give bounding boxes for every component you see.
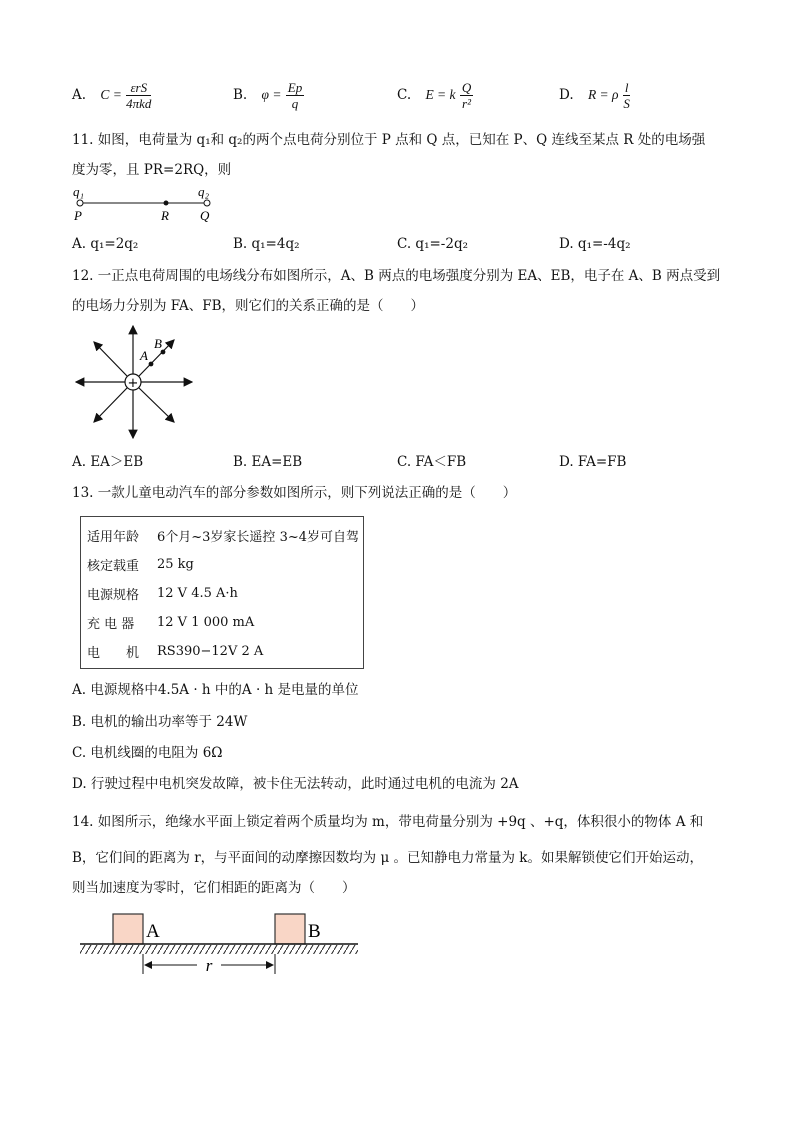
- table-row: [81, 637, 364, 669]
- denominator: r²: [462, 96, 472, 111]
- numerator: Q: [461, 80, 472, 95]
- q11-option-a: A. q₁=2q₂: [72, 236, 139, 252]
- q12-option-b: B. EA=EB: [233, 454, 303, 470]
- param-value: RS390−12V 2 A: [157, 644, 264, 659]
- q14-figure: [76, 910, 362, 980]
- q12-stem-line1: 12. 一正点电荷周围的电场线分布如图所示，A、B 两点的电场强度分别为 EA、EB，电子在 A、B 两点受到: [72, 268, 721, 284]
- fraction: [623, 80, 631, 111]
- block-b-label: B: [308, 921, 321, 942]
- param-value: 25 kg: [157, 557, 194, 572]
- ground-hatch: [80, 945, 358, 954]
- fraction: [126, 80, 151, 111]
- q13-params-table: [80, 516, 364, 669]
- q12-option-c: C. FA＜FB: [397, 454, 467, 470]
- option-label: A.: [72, 87, 87, 103]
- field-line-upleft: [94, 342, 127, 376]
- formula-lhs: E = k: [425, 87, 456, 102]
- q13-option-b: B. 电机的输出功率等于 24W: [72, 714, 248, 730]
- denominator: q: [291, 96, 299, 111]
- numerator: Ep: [287, 80, 303, 95]
- param-value: 12 V 1 000 mA: [157, 615, 255, 630]
- q11-option-d: D. q₁=-4q₂: [559, 236, 631, 252]
- table-row: [81, 608, 364, 637]
- numerator: l: [624, 80, 629, 95]
- field-line-downright: [139, 388, 174, 422]
- fraction: [286, 80, 304, 111]
- table-row: [81, 579, 364, 608]
- q11-stem-line2: 度为零，且 PR=2RQ，则: [72, 162, 232, 178]
- point-r: [164, 201, 169, 206]
- param-key: 充 电 器: [87, 617, 135, 632]
- q12-option-d: D. FA=FB: [559, 454, 627, 470]
- q12-field-figure: [72, 320, 196, 444]
- q12-option-a: A. EA＞EB: [72, 454, 144, 470]
- table-row: [81, 550, 364, 579]
- formula-lhs: C =: [100, 87, 122, 102]
- charge-sign: +: [127, 376, 139, 391]
- option-label: B.: [233, 87, 248, 103]
- option-label: D.: [559, 87, 574, 103]
- q14-stem-line1: 14. 如图所示，绝缘水平面上锁定着两个质量均为 m，带电荷量分别为 +9q 、+q，体积很小的物体 A 和: [72, 814, 704, 830]
- block-a-label: A: [146, 921, 160, 942]
- a-label: A: [140, 348, 148, 363]
- fraction: [460, 80, 473, 111]
- q2-label: q₂: [198, 184, 210, 199]
- q10-option-a: [72, 80, 151, 111]
- q13-option-d: D. 行驶过程中电机突发故障，被卡住无法转动，此时通过电机的电流为 2A: [72, 776, 519, 792]
- block-b: [275, 914, 305, 944]
- formula-lhs: φ =: [261, 87, 282, 102]
- q10-option-d: [559, 80, 630, 111]
- table-row: [81, 517, 364, 551]
- point-p: [77, 200, 83, 206]
- q13-option-c: C. 电机线圈的电阻为 6Ω: [72, 745, 223, 761]
- param-value: 12 V 4.5 A·h: [157, 586, 238, 601]
- q1-label: q₁: [73, 184, 85, 199]
- p-label: P: [74, 208, 82, 223]
- point-q: [204, 200, 210, 206]
- q11-option-b: B. q₁=4q₂: [233, 236, 300, 252]
- r-label: R: [161, 208, 169, 223]
- formula-lhs: R = ρ: [587, 87, 619, 102]
- param-key: 电 机: [87, 646, 140, 661]
- param-key: 核定载重: [87, 559, 140, 574]
- q12-stem-line2: 的电场力分别为 FA、FB，则它们的关系正确的是（ ）: [72, 298, 425, 314]
- option-label: C.: [397, 87, 412, 103]
- q14-stem-line2: B，它们间的距离为 r，与平面间的动摩擦因数均为 μ 。已知静电力常量为 k。如果解锁使它们开始运动，: [72, 850, 703, 866]
- q11-option-c: C. q₁=-2q₂: [397, 236, 469, 252]
- q-label: Q: [200, 208, 210, 223]
- q11-figure: [70, 182, 220, 224]
- q10-option-c: [397, 80, 473, 111]
- q10-option-b: [233, 80, 304, 111]
- b-label: B: [154, 336, 162, 351]
- point-a: [149, 362, 154, 367]
- q14-stem-line3: 则当加速度为零时，它们相距的距离为（ ）: [72, 880, 356, 896]
- param-key: 电源规格: [87, 588, 140, 603]
- param-value: 6个月~3岁家长遥控 3~4岁可自驾: [157, 530, 360, 545]
- distance-label: r: [205, 956, 213, 975]
- field-line-downleft: [94, 388, 127, 422]
- denominator: S: [623, 96, 630, 111]
- q13-option-a: A. 电源规格中4.5A · h 中的A · h 是电量的单位: [72, 682, 359, 698]
- numerator: εrS: [126, 80, 151, 96]
- denominator: 4πkd: [126, 96, 152, 111]
- q11-stem-line1: 11. 如图，电荷量为 q₁和 q₂的两个点电荷分别位于 P 点和 Q 点，已知在 P、Q 连线至某点 R 处的电场强: [72, 132, 706, 148]
- q13-stem: 13. 一款儿童电动汽车的部分参数如图所示，则下列说法正确的是（ ）: [72, 485, 517, 501]
- block-a: [113, 914, 143, 944]
- param-key: 适用年龄: [87, 530, 140, 545]
